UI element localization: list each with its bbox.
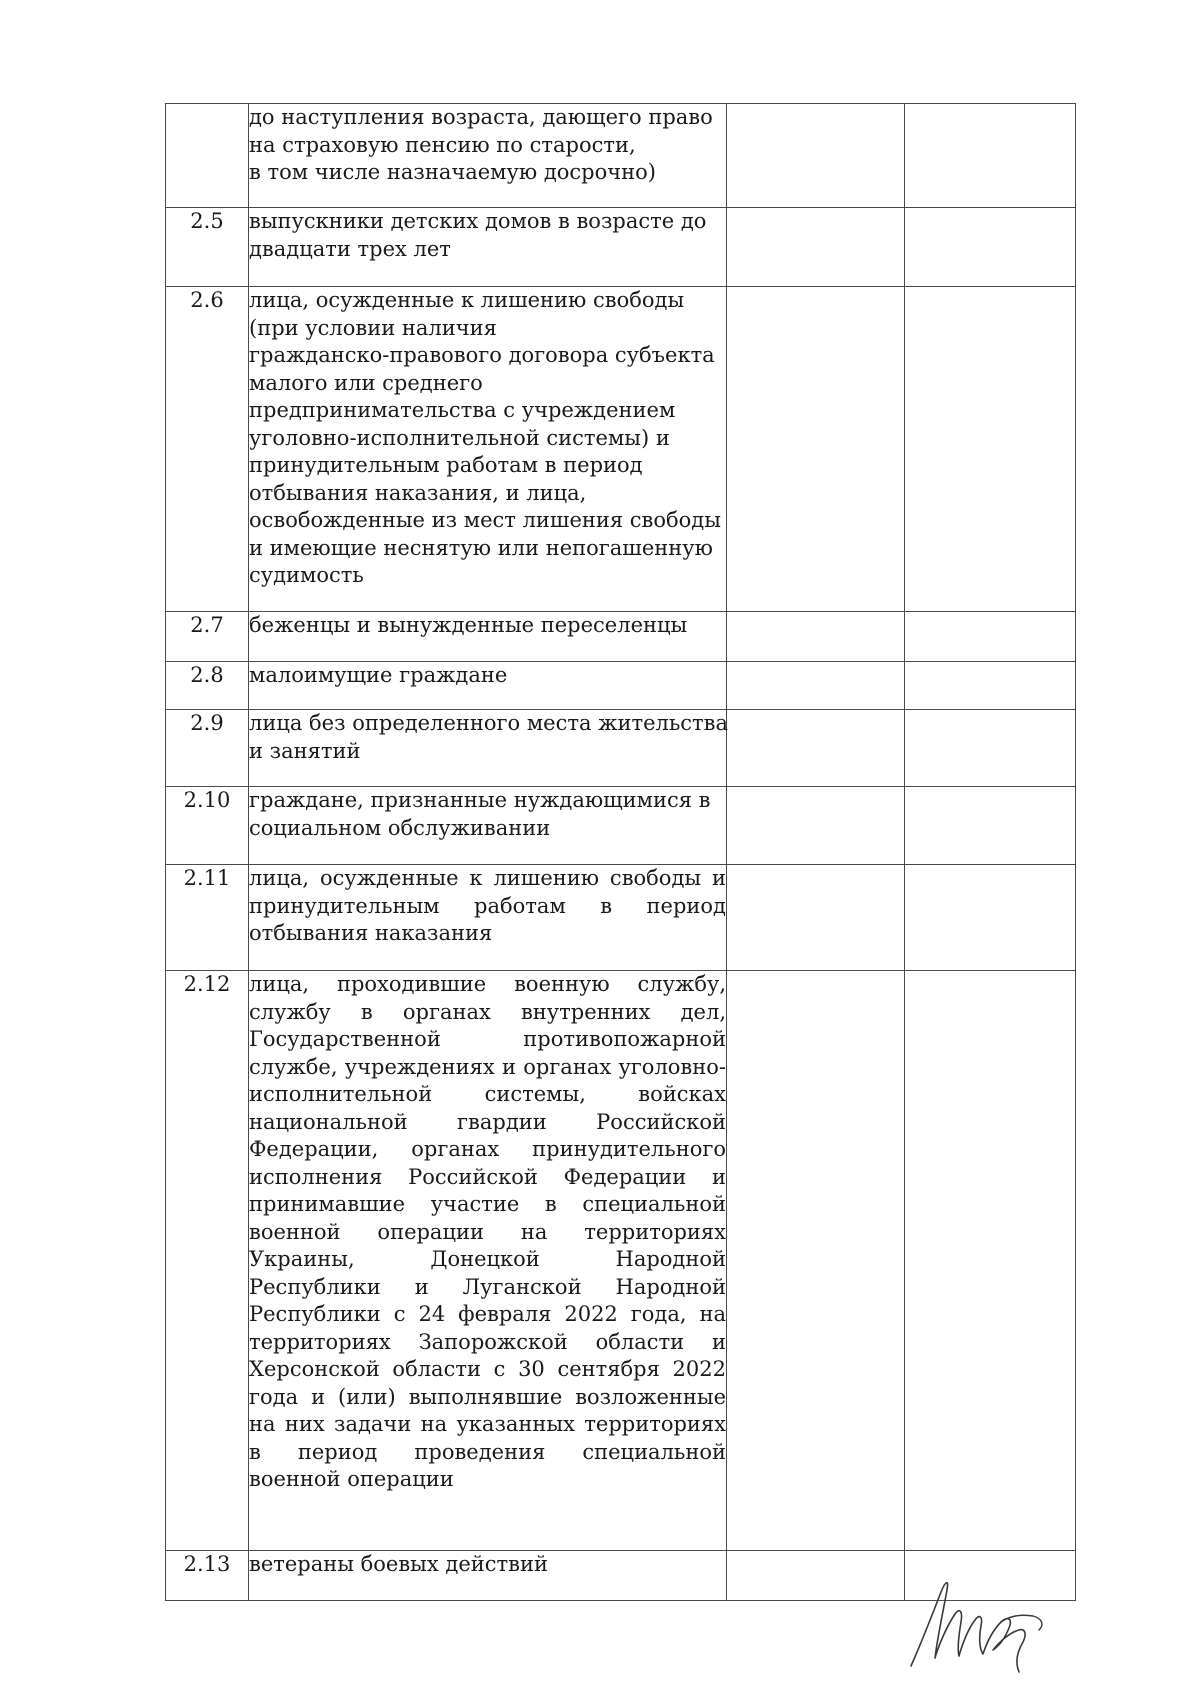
text-line: предпринимательства с учреждением bbox=[249, 398, 676, 422]
row-number: 2.13 bbox=[166, 1551, 249, 1601]
table-row bbox=[166, 865, 1076, 971]
empty-cell bbox=[727, 612, 905, 662]
text-line: уголовно-исполнительной системы) и bbox=[249, 425, 670, 450]
empty-cell bbox=[905, 208, 1076, 287]
row-number: 2.11 bbox=[166, 865, 249, 971]
row-description bbox=[249, 208, 727, 287]
empty-cell bbox=[905, 971, 1076, 1551]
text-line: отбывания наказания, и лица, bbox=[249, 480, 587, 505]
empty-cell bbox=[905, 710, 1076, 787]
row-description bbox=[249, 104, 727, 208]
table-row bbox=[166, 971, 1076, 1551]
text-line: лица без определенного места жительства bbox=[249, 711, 729, 735]
row-description bbox=[249, 612, 727, 662]
row-number: 2.6 bbox=[166, 287, 249, 612]
signature-stroke bbox=[911, 1583, 1025, 1672]
table-row bbox=[166, 710, 1076, 787]
empty-cell bbox=[727, 104, 905, 208]
table-row bbox=[166, 662, 1076, 710]
text-line: двадцати трех лет bbox=[249, 236, 451, 261]
row-number: 2.5 bbox=[166, 208, 249, 287]
category-table bbox=[165, 103, 1076, 1601]
table-row bbox=[166, 612, 1076, 662]
table-row bbox=[166, 787, 1076, 865]
text-line: освобожденные из мест лишения свободы bbox=[249, 508, 721, 532]
empty-cell bbox=[727, 1551, 905, 1601]
empty-cell bbox=[727, 208, 905, 287]
empty-cell bbox=[727, 710, 905, 787]
signature-stroke bbox=[1001, 1615, 1042, 1630]
text-line: судимость bbox=[249, 563, 364, 587]
row-description: лица, осужденные к лишению свободы и принудительным работам в период отбывания наказания bbox=[249, 865, 727, 971]
text-line: гражданско-правового договора субъекта bbox=[249, 343, 715, 367]
row-description bbox=[249, 1551, 727, 1601]
empty-cell bbox=[727, 287, 905, 612]
text-line: социальном обслуживании bbox=[249, 815, 551, 840]
row-description: лица, проходившие военную службу, службу в органах внутренних дел, Государственной противопожарной службе, учреждениях и органах уголовно-исполнительной системы, войсках национальной гвардии Российской Федерации, органах принудительного исполнения Российской Федерации и принимавшие участие в специальной военной операции на территориях Украины, Донецкой Народной Республики и Луганской Народной Республики с 24 февраля 2022 года, на территориях Запорожской области и Херсонской области с 30 сентября 2022 года и (или) выполнявшие возложенные на них задачи на указанных территориях в период проведения специальной военной операции bbox=[249, 971, 727, 1551]
empty-cell bbox=[727, 787, 905, 865]
empty-cell bbox=[727, 865, 905, 971]
table-body bbox=[166, 104, 1076, 1601]
row-number: 2.9 bbox=[166, 710, 249, 787]
empty-cell bbox=[905, 787, 1076, 865]
text-line: граждане, признанные нуждающимися в bbox=[249, 788, 711, 812]
empty-cell bbox=[905, 287, 1076, 612]
text-line: лица, осужденные к лишению свободы bbox=[249, 288, 685, 312]
text-line: принудительным работам в период bbox=[249, 453, 643, 477]
empty-cell bbox=[905, 612, 1076, 662]
table-row bbox=[166, 208, 1076, 287]
row-description bbox=[249, 662, 727, 710]
text-line: и занятий bbox=[249, 738, 361, 763]
text-line: малого или среднего bbox=[249, 370, 483, 395]
row-description bbox=[249, 287, 727, 612]
empty-cell bbox=[727, 971, 905, 1551]
text-line: ветераны боевых действий bbox=[249, 1552, 548, 1576]
text-line: в том числе назначаемую досрочно) bbox=[249, 160, 656, 184]
text-line: малоимущие граждане bbox=[249, 663, 508, 687]
table-row bbox=[166, 104, 1076, 208]
empty-cell bbox=[905, 662, 1076, 710]
row-number: 2.7 bbox=[166, 612, 249, 662]
row-number: 2.8 bbox=[166, 662, 249, 710]
signature-mark bbox=[905, 1570, 1075, 1675]
row-description bbox=[249, 710, 727, 787]
row-number: 2.12 bbox=[166, 971, 249, 1551]
row-description bbox=[249, 787, 727, 865]
row-number bbox=[166, 104, 249, 208]
empty-cell bbox=[727, 662, 905, 710]
empty-cell bbox=[905, 865, 1076, 971]
empty-cell bbox=[905, 104, 1076, 208]
text-line: выпускники детских домов в возрасте до bbox=[249, 209, 707, 233]
text-line: на страховую пенсию по старости, bbox=[249, 132, 636, 157]
text-line: до наступления возраста, дающего право bbox=[249, 105, 713, 129]
row-number: 2.10 bbox=[166, 787, 249, 865]
text-line: беженцы и вынужденные переселенцы bbox=[249, 613, 688, 637]
table-row bbox=[166, 287, 1076, 612]
text-line: (при условии наличия bbox=[249, 315, 497, 340]
text-line: и имеющие неснятую или непогашенную bbox=[249, 535, 713, 560]
